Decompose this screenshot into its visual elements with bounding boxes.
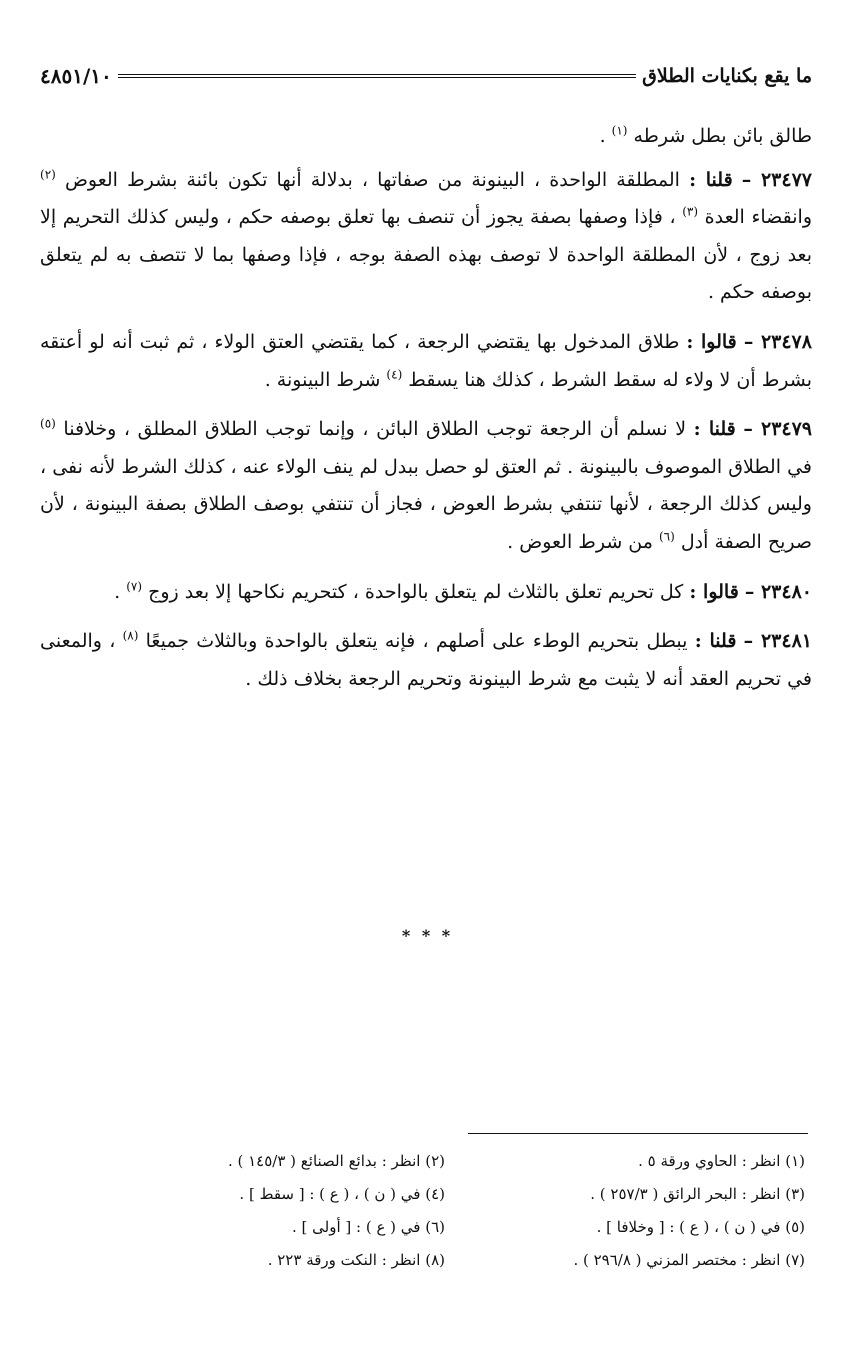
paragraph-lead: قالوا : [686, 330, 737, 353]
footnote-marker: (١) [611, 123, 628, 138]
paragraph-text: شرط البينونة . [264, 368, 381, 391]
paragraph-tail: . [114, 580, 121, 603]
paragraph-text: كل تحريم تعلق بالثلاث لم يتعلق بالواحدة ، كتحريم نكاحها إلا بعد زوج [148, 580, 684, 603]
footnote: (٥) في ( ن ) ، ( ع ) : [ وخلافا ] . [596, 1218, 805, 1236]
paragraph-text: المطلقة الواحدة ، البينونة من صفاتها ، بدلالة أنها تكون بائنة بشرط العوض [64, 168, 680, 191]
footnote: (٨) انظر : النكت ورقة ٢٢٣ . [267, 1251, 445, 1269]
footnote: (١) انظر : الحاوي ورقة ٥ . [638, 1152, 805, 1170]
footnote-marker: (٣) [682, 204, 699, 219]
footnote: (٣) انظر : البحر الرائق ( ٢٥٧/٣ ) . [590, 1185, 805, 1203]
paragraph-text: وانقضاء العدة [704, 206, 812, 229]
paragraph-text: ، فإذا وصفها بصفة يجوز أن تنصف بها تعلق بوصفه حكم ، وليس كذلك التحريم إلا بعد زوج ، لأن المطلقة الواحدة لا توصف بهذه الصفة بوجه ، فإذا وصفها بما لا تتصف به لم يتعلق بوصفه حكم . [40, 206, 812, 304]
paragraph-text: في الطلاق الموصوف بالبينونة . ثم العتق لو حصل ببدل لم ينف الولاء عنه ، كذلك الشرط لأنه نفى ، وليس كذلك الرجعة ، لأنها تنتفي بشرط العوض ، فجاز أن تنتفي بوصف الطلاق بصفة البينونة ، لأن صريح الصفة أدل [40, 455, 812, 553]
paragraph-number: ٢٣٤٨٠ – [744, 580, 812, 603]
footnote-marker: (٦) [658, 529, 675, 544]
footnote-marker: (٤) [386, 367, 403, 382]
footnote: (٢) انظر : بدائع الصنائع ( ١٤٥/٣ ) . [227, 1152, 445, 1170]
paragraph-lead: قلنا : [693, 418, 736, 441]
paragraph-number: ٢٣٤٨١ – [743, 630, 812, 653]
footnote: (٧) انظر : مختصر المزني ( ٢٩٦/٨ ) . [573, 1251, 805, 1269]
paragraph-text: لا نسلم أن الرجعة توجب الطلاق البائن ، وإنما توجب الطلاق المطلق ، وخلافنا [63, 418, 687, 441]
paragraph-lead: قالوا : [689, 580, 739, 603]
paragraph [40, 574, 812, 612]
footnote-marker: (٥) [40, 416, 56, 431]
page-header [40, 58, 812, 94]
paragraph-lead: قلنا : [694, 630, 737, 653]
main-text [40, 118, 812, 710]
running-title: ما يقع بكنايات الطلاق [642, 65, 812, 87]
paragraph-text: من شرط العوض . [507, 530, 653, 553]
paragraph [40, 162, 812, 312]
footnotes [95, 1148, 805, 1274]
footnote-marker: (٨) [122, 628, 139, 643]
paragraph [40, 623, 812, 698]
footnote: (٦) في ( ع ) : [ أولى ] . [291, 1218, 445, 1236]
paragraph-lead: قلنا : [689, 168, 733, 191]
paragraph-text: طالق بائن بطل شرطه [633, 125, 812, 147]
paragraph-text: ، والمعنى في تحريم العقد أنه لا يثبت مع شرط البينونة وتحريم الرجعة بخلاف ذلك . [40, 630, 812, 690]
footnote-marker: (٢) [40, 167, 56, 182]
header-rule [118, 74, 636, 78]
paragraph-text: طلاق المدخول بها يقتضي الرجعة ، كما يقتضي العتق الولاء ، ثم ثبت أنه لو أعتقه بشرط أن لا ولاء له سقط الشرط ، كذلك هنا يسقط [40, 330, 812, 391]
paragraph [40, 324, 812, 399]
paragraph [40, 118, 812, 156]
paragraph-tail: . [599, 125, 606, 147]
paragraph-text: يبطل بتحريم الوطء على أصلهم ، فإنه يتعلق بالواحدة وبالثلاث جميعًا [145, 630, 688, 653]
section-separator: * * * [401, 926, 454, 945]
footnote-rule [468, 1133, 808, 1134]
paragraph-number: ٢٣٤٧٧ – [741, 168, 812, 191]
footnote-marker: (٧) [126, 579, 143, 594]
paragraph [40, 411, 812, 561]
paragraph-number: ٢٣٤٧٩ – [743, 418, 813, 441]
paragraph-number: ٢٣٤٧٨ – [743, 330, 812, 353]
page-reference: ٤٨٥١/١٠ [40, 64, 112, 88]
footnote: (٤) في ( ن ) ، ( ع ) : [ سقط ] . [239, 1185, 445, 1203]
